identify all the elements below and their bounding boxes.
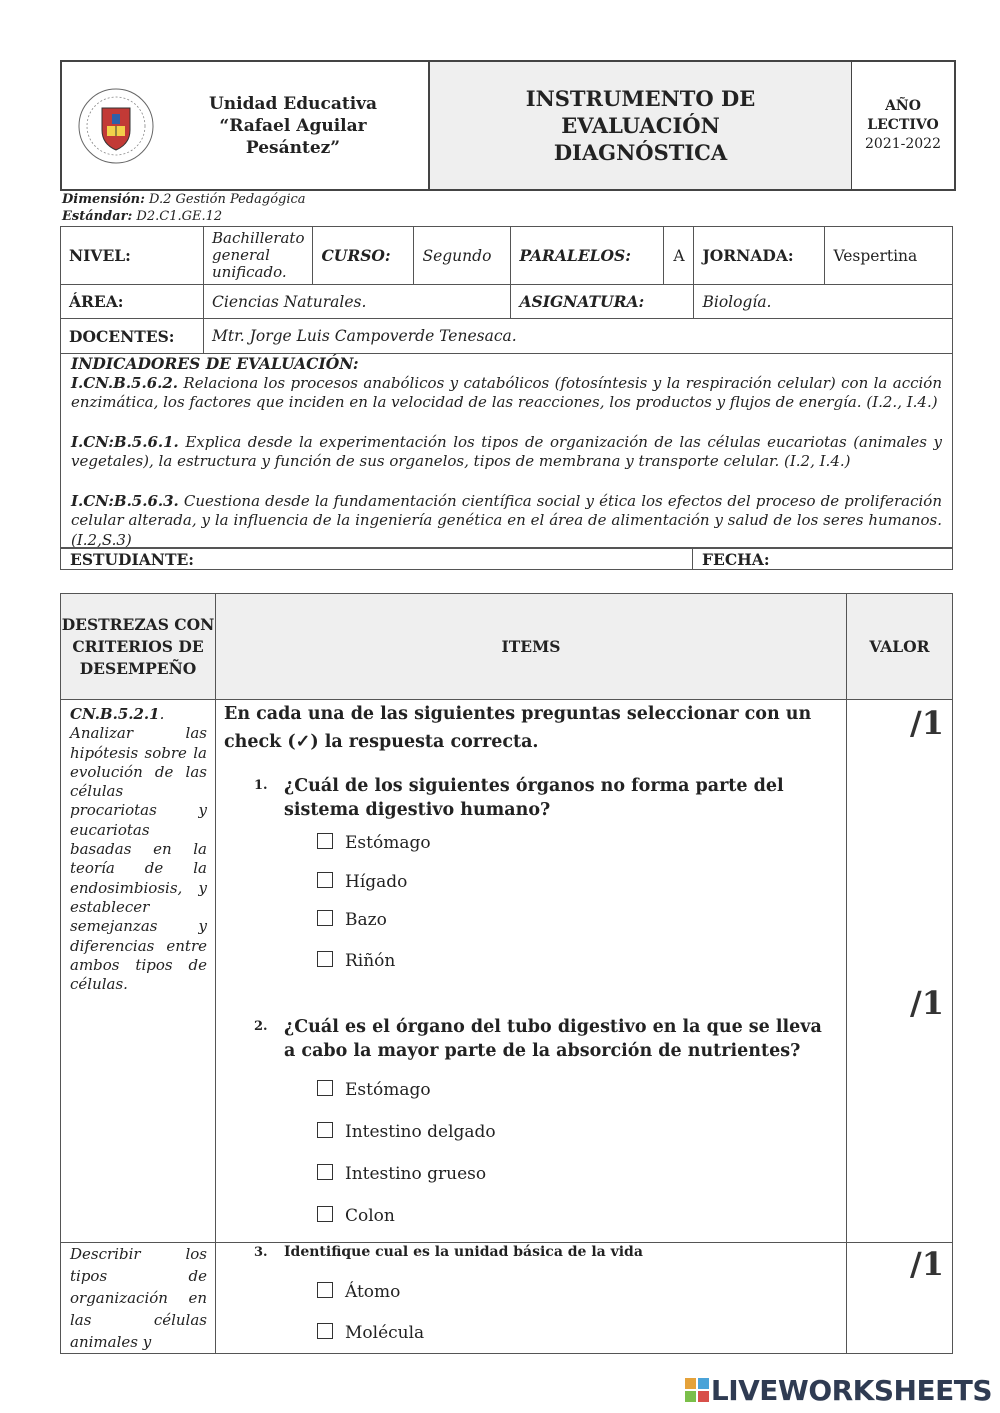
- year-label1: AÑO: [885, 98, 921, 114]
- school-cell: [61, 61, 429, 190]
- docentes-value: Mtr. Jorge Luis Campoverde Tenesaca.: [204, 319, 953, 354]
- score-value: /1: [910, 704, 944, 742]
- jornada-value: Vespertina: [825, 227, 953, 285]
- dimension-label: Dimensión:: [62, 192, 145, 207]
- indicators-heading: INDICADORES DE EVALUACIÓN:: [71, 354, 359, 373]
- option-label: Colon: [345, 1206, 395, 1226]
- indicator-item: [71, 433, 942, 472]
- standard-line: [62, 209, 222, 225]
- items-cell: [216, 700, 847, 1243]
- destreza-text: Describir los tipos de organización en las células animales y: [70, 1245, 207, 1351]
- title-line1: INSTRUMENTO DE: [525, 86, 756, 111]
- liveworksheets-logo-icon: [685, 1378, 709, 1402]
- option[interactable]: [317, 1080, 431, 1100]
- school-name-line2: “Rafael Aguilar: [219, 115, 367, 136]
- school-crest-icon: [76, 86, 156, 166]
- items-cell: [216, 1243, 847, 1354]
- option-label: Estómago: [345, 833, 431, 853]
- student-row: [60, 548, 953, 570]
- option[interactable]: [317, 951, 395, 971]
- year-value: 2021-2022: [865, 136, 941, 152]
- col-destrezas-header: DESTREZAS CON CRITERIOS DE DESEMPEÑO: [61, 594, 216, 700]
- curso-value: Segundo: [414, 227, 511, 285]
- document-title: [429, 61, 852, 190]
- valor-cell: [847, 700, 953, 1243]
- liveworksheets-watermark: [685, 1374, 992, 1407]
- year-label2: LECTIVO: [867, 117, 939, 133]
- checkbox[interactable]: [317, 872, 333, 888]
- question-number: 1.: [254, 778, 268, 793]
- school-name-line1: Unidad Educativa: [208, 93, 378, 114]
- indicator-item: [71, 492, 942, 551]
- question-number: 3.: [254, 1245, 268, 1260]
- asignatura-label: ASIGNATURA:: [511, 285, 694, 319]
- checkbox[interactable]: [317, 1122, 333, 1138]
- date-label: FECHA:: [702, 550, 770, 569]
- dimension-value: D.2 Gestión Pedagógica: [149, 192, 306, 207]
- indicator-code: I.CN:B.5.6.1.: [71, 432, 179, 451]
- instructions: En cada una de las siguientes preguntas seleccionar con un check (✓) la respuesta correcta.: [224, 704, 812, 752]
- checkbox[interactable]: [317, 833, 333, 849]
- indicator-text: Cuestiona desde la fundamentación científica social y ética los efectos del proceso de proliferación celular alterada, y la influencia de la ingeniería genética en el área de alimentación y salud de los seres humanos. (I.2,S.3): [71, 491, 942, 549]
- watermark-text: LIVEWORKSHEETS: [710, 1374, 992, 1407]
- option[interactable]: [317, 1323, 424, 1343]
- course-info-table: [60, 226, 953, 354]
- nivel-value: Bachillerato general unificado.: [204, 227, 313, 285]
- document-header: [60, 60, 956, 191]
- checkbox[interactable]: [317, 1282, 333, 1298]
- destreza-cell: [61, 1243, 216, 1354]
- question-text: ¿Cuál de los siguientes órganos no forma parte del sistema digestivo humano?: [284, 776, 784, 820]
- docentes-label: DOCENTES:: [61, 319, 204, 354]
- question-text: ¿Cuál es el órgano del tubo digestivo en la que se lleva a cabo la mayor parte de la absorción de nutrientes?: [284, 1017, 822, 1061]
- school-year-cell: [852, 61, 956, 190]
- option-label: Molécula: [345, 1323, 425, 1343]
- dimension-line: [62, 192, 306, 208]
- option-label: Estómago: [345, 1080, 431, 1100]
- checkbox[interactable]: [317, 1080, 333, 1096]
- paralelos-value: A: [664, 227, 694, 285]
- jornada-label: JORNADA:: [694, 227, 825, 285]
- option[interactable]: [317, 910, 387, 930]
- indicator-code: I.CN.B.5.6.2.: [71, 373, 179, 392]
- option[interactable]: [317, 1164, 486, 1184]
- indicator-item: [71, 374, 942, 413]
- destreza-cell: CN.B.5.2.1. Analizar las hipótesis sobre la evolución de las células procariotas y eucariotas basadas en la teoría de la endosimbiosis, y establecer semejanzas y diferencias entre ambos tipos de células.: [61, 700, 216, 1243]
- col-valor-header: VALOR: [847, 594, 953, 700]
- option-label: Bazo: [345, 910, 387, 930]
- title-line3: DIAGNÓSTICA: [553, 140, 728, 165]
- question-text: Identifique cual es la unidad básica de la vida: [284, 1244, 643, 1260]
- question-number: 2.: [254, 1019, 268, 1034]
- indicator-text: Relaciona los procesos anabólicos y catabólicos (fotosíntesis y la respiración celular) con la acción enzimática, los factores que inciden en la velocidad de las reacciones, los productos y flujos de energía. (I.2., I.4.): [71, 373, 942, 411]
- checkbox[interactable]: [317, 1206, 333, 1222]
- option-label: Intestino delgado: [345, 1122, 496, 1142]
- score-value: /1: [910, 1245, 944, 1283]
- standard-label: Estándar:: [62, 209, 133, 224]
- standard-value: D2.C1.GE.12: [136, 209, 223, 224]
- area-value: Ciencias Naturales.: [204, 285, 511, 319]
- items-table: [60, 593, 953, 1354]
- option[interactable]: [317, 872, 407, 892]
- option-label: Átomo: [345, 1282, 401, 1302]
- destreza-text: Analizar las hipótesis sobre la evolución de las células procariotas y eucariotas basadas en la teoría de la endosimbiosis, y establecer semejanzas y diferencias entre ambos tipos de células.: [70, 724, 207, 994]
- school-name-line3: Pesántez”: [245, 137, 341, 158]
- destreza-code: CN.B.5.2.1: [70, 705, 160, 723]
- option-label: Riñón: [345, 951, 396, 971]
- title-line2: EVALUACIÓN: [561, 113, 720, 138]
- checkbox[interactable]: [317, 910, 333, 926]
- valor-cell: [847, 1243, 953, 1354]
- col-items-header: ITEMS: [216, 594, 847, 700]
- option-label: Intestino grueso: [345, 1164, 487, 1184]
- curso-label: CURSO:: [313, 227, 414, 285]
- option[interactable]: [317, 1282, 400, 1302]
- checkbox[interactable]: [317, 951, 333, 967]
- checkbox[interactable]: [317, 1164, 333, 1180]
- indicator-code: I.CN:B.5.6.3.: [71, 491, 179, 510]
- asignatura-value: Biología.: [694, 285, 953, 319]
- score-value: /1: [910, 984, 944, 1022]
- indicator-text: Explica desde la experimentación los tipos de organización de las células eucariotas (animales y vegetales), la estructura y función de sus organelos, tipos de membrana y transporte celular. (I.2, I.4.): [71, 432, 942, 470]
- option[interactable]: [317, 1122, 496, 1142]
- option-label: Hígado: [345, 872, 408, 892]
- option[interactable]: [317, 1206, 395, 1226]
- paralelos-label: PARALELOS:: [511, 227, 664, 285]
- student-label: ESTUDIANTE:: [70, 550, 195, 569]
- option[interactable]: [317, 833, 431, 853]
- evaluation-indicators: [60, 354, 953, 548]
- area-label: ÁREA:: [61, 285, 204, 319]
- checkbox[interactable]: [317, 1323, 333, 1339]
- nivel-label: NIVEL:: [61, 227, 204, 285]
